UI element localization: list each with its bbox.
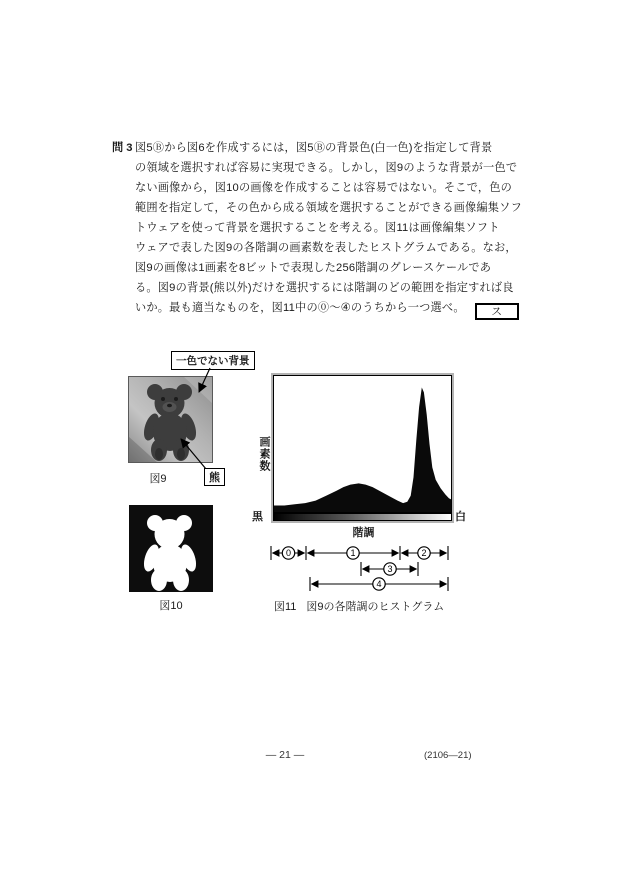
histogram-chart	[274, 376, 451, 512]
tone-max-label: 白	[455, 511, 466, 523]
question-line: ない画像から，図10の画像を作成することは容易ではない。そこで，色の	[135, 182, 513, 194]
option-1-number: 1	[350, 548, 356, 558]
fig9-bear-callout-label: 熊	[204, 468, 225, 486]
question-text	[135, 138, 522, 320]
question-line: トウェアを使って背景を選択することを考える。図11は画像編集ソフト	[135, 222, 500, 234]
option-2-number: 2	[421, 548, 427, 558]
fig9-background-callout-label: 一色でない背景	[171, 351, 255, 370]
answer-box-su: ス	[475, 303, 519, 320]
fig11-caption	[274, 598, 464, 614]
question-number: 問 3	[112, 142, 133, 154]
histogram-widget	[271, 373, 454, 523]
tone-gradient-bar	[273, 513, 452, 521]
question-line: 範囲を指定して，その色から成る領域を選択することができる画像編集ソフ	[135, 202, 522, 214]
question-line	[135, 298, 512, 320]
question-block	[112, 138, 522, 320]
fig10-silhouette	[129, 505, 213, 592]
histogram-xlabel: 階調	[352, 527, 375, 539]
fig9-bear-photo	[128, 376, 213, 463]
fig9-caption: 図9	[149, 473, 167, 485]
fig10-caption: 図10	[159, 600, 183, 612]
question-line: る。図9の背景(熊以外)だけを選択するには階調のどの範囲を指定すれば良	[135, 282, 514, 294]
histogram-plot	[273, 375, 452, 513]
question-line-text: いか。最も適当なものを，図11中の⓪～④のうちから一つ選べ。	[135, 302, 465, 314]
question-line: の領域を選択すれば容易に実現できる。しかし，図9のような背景が一色で	[135, 162, 518, 174]
fig11-caption-text: 図9の各階調のヒストグラム	[306, 601, 445, 613]
fig11-caption-number: 図11	[274, 601, 297, 613]
option-3-number: 3	[387, 564, 393, 574]
question-line: 図5Ⓑから図6を作成するには，図5Ⓑの背景色(白一色)を指定して背景	[135, 142, 493, 154]
histogram-ylabel: 画素数	[258, 436, 270, 472]
page-number: — 21 —	[265, 749, 305, 761]
option-0-number: 0	[285, 548, 292, 558]
page-code: (2106—21)	[424, 750, 472, 761]
question-line: 図9の画像は1画素を8ビットで表現した256階調のグレースケールであ	[135, 262, 492, 274]
option-4-number: 4	[376, 579, 382, 589]
question-line: ウェアで表した図9の各階調の画素数を表したヒストグラムである。なお，	[135, 242, 517, 254]
tone-min-label: 黒	[252, 511, 263, 523]
option-range-arrows	[252, 543, 464, 593]
histogram-area	[274, 388, 451, 509]
